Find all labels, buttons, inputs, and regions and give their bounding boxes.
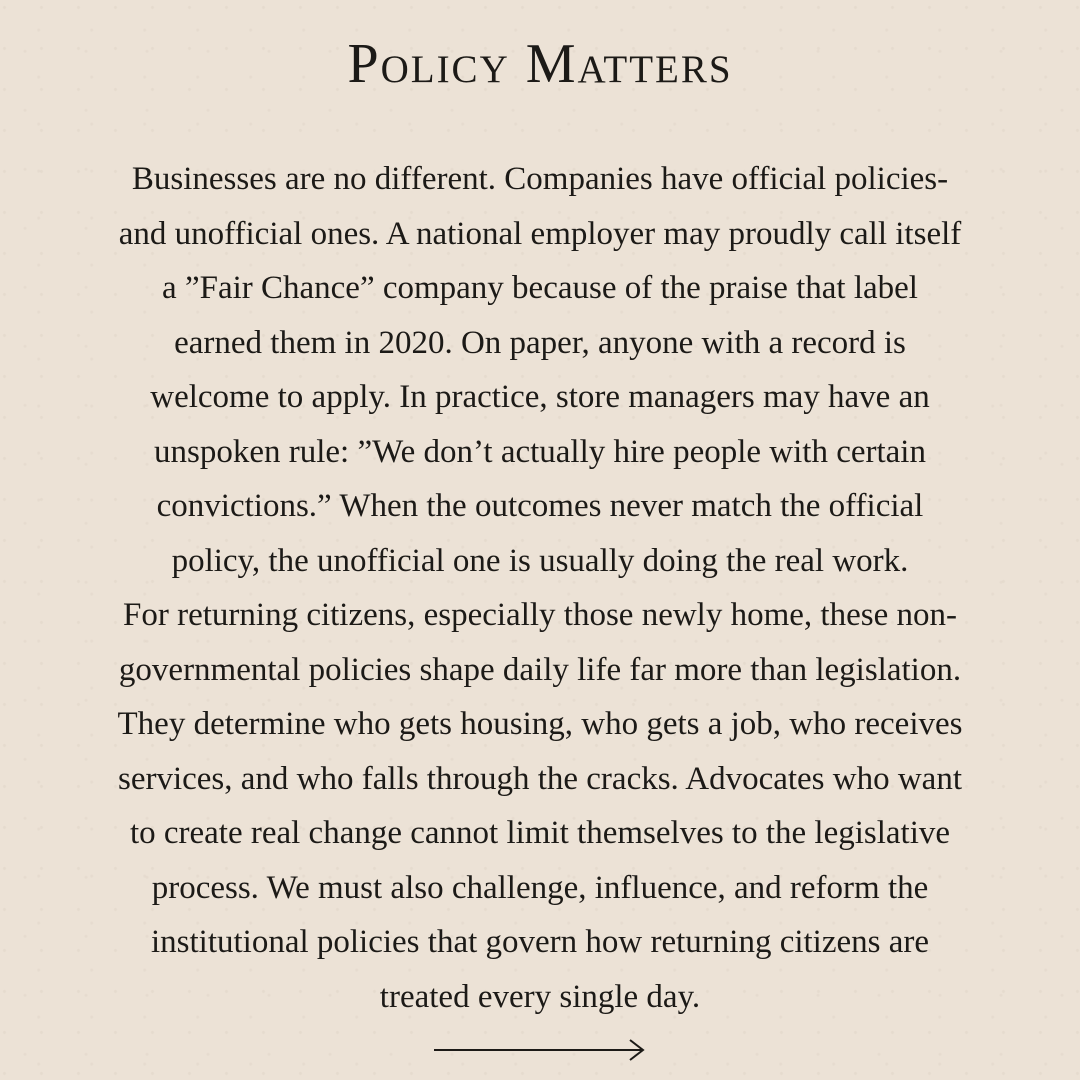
body-line: services, and who falls through the cracks. Advocates who want xyxy=(117,760,962,797)
body-line: policy, the unofficial one is usually doing the real work. xyxy=(171,542,909,579)
body-line: governmental policies shape daily life far more than legislation. xyxy=(118,651,962,688)
body-line: welcome to apply. In practice, store managers may have an xyxy=(150,379,930,415)
body-line: They determine who gets housing, who gets a job, who receives xyxy=(117,706,963,742)
body-line: a ”Fair Chance” company because of the praise that label xyxy=(162,270,918,306)
body-line: Businesses are no different. Companies have official policies- xyxy=(131,161,949,197)
body-line: institutional policies that govern how returning citizens are xyxy=(150,924,930,960)
body-line: and unofficial ones. A national employer may proudly call itself xyxy=(118,215,962,252)
page-title: Policy Matters xyxy=(347,33,733,95)
body-line: to create real change cannot limit themselves to the legislative xyxy=(129,815,951,851)
body-line: unspoken rule: ”We don’t actually hire people with certain xyxy=(154,433,926,470)
body-line: convictions.” When the outcomes never match the official xyxy=(156,488,924,524)
body-line: earned them in 2020. On paper, anyone with a record is xyxy=(174,324,906,361)
body-paragraph xyxy=(20,152,1060,1024)
body-line: treated every single day. xyxy=(379,978,701,1015)
arrow-right-icon[interactable] xyxy=(434,1036,646,1064)
body-line: process. We must also challenge, influence, and reform the xyxy=(151,869,929,906)
body-line: For returning citizens, especially those newly home, these non- xyxy=(123,597,957,633)
